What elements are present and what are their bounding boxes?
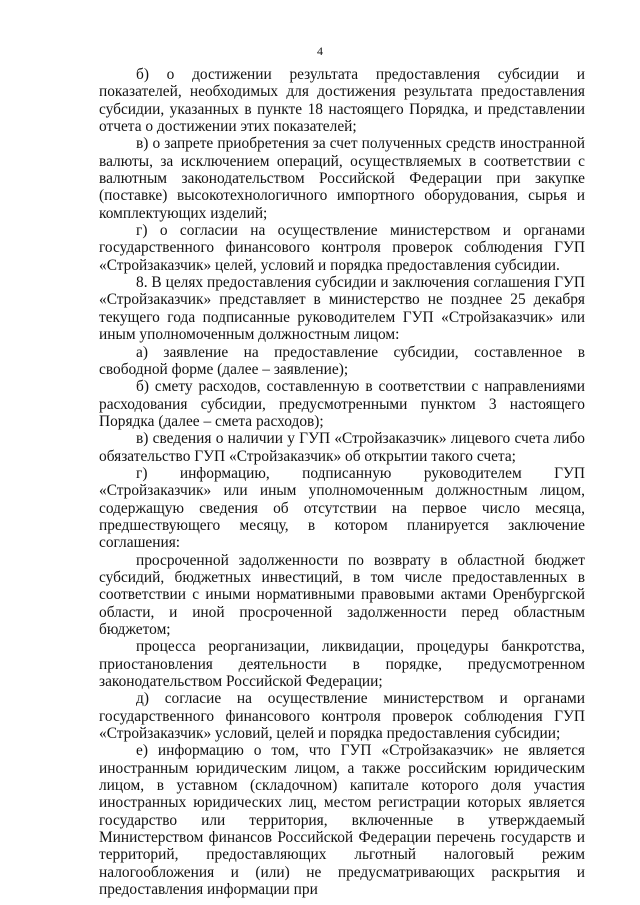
paragraph-8v: в) сведения о наличии у ГУП «Стройзаказчик» лицевого счета либо обязательство ГУП «Стройзаказчик» об открытии такого счета;: [99, 430, 585, 465]
paragraph-8g: г) информацию, подписанную руководителем ГУП «Стройзаказчик» или иным уполномоченным должностным лицом, содержащую сведения об отсутствии на первое число месяца, предшествующего месяцу, в котором планируется заключение соглашения:: [99, 464, 585, 552]
paragraph-8a: а) заявление на предоставление субсидии, составленное в свободной форме (далее – заявление);: [99, 343, 585, 378]
paragraph-8g-reorganization: процесса реорганизации, ликвидации, процедуры банкротства, приостановления деятельности в порядке, предусмотренном законодательством Российской Федерации;: [99, 638, 585, 691]
page-number: 4: [317, 44, 323, 58]
paragraph-8g-debt: просроченной задолженности по возврату в областной бюджет субсидий, бюджетных инвестиций, в том числе предоставленных в соответствии с иными нормативными правовыми актами Оренбургской области, и иной просроченной задолженности перед областным бюджетом;: [99, 551, 585, 638]
paragraph-8b: б) смету расходов, составленную в соответствии с направлениями расходования субсидии, предусмотренными пунктом 3 настоящего Порядка (далее – смета расходов);: [99, 378, 585, 430]
paragraph-8d: д) согласие на осуществление министерством и органами государственного финансового контроля проверок соблюдения ГУП «Стройзаказчик» условий, целей и порядка предоставления субсидии;: [99, 690, 585, 743]
paragraph-7g: г) о согласии на осуществление министерством и органами государственного финансового контроля проверок соблюдения ГУП «Стройзаказчик» целей, условий и порядка предоставления субсидии.: [99, 222, 585, 274]
paragraph-8e: е) информацию о том, что ГУП «Стройзаказчик» не является иностранным юридическим лицом, а также российским юридическим лицом, в уставном (складочном) капитале которого доля участия иностранных юридических лиц, местом регистрации которых является государство или территория, включенные в утверждаемый Министерством финансов Российской Федерации перечень государств и территорий, предоставляющих льготный налоговый режим налогообложения и (или) не предусматривающих раскрытия и предоставления информации при: [99, 742, 585, 899]
paragraph-7v: в) о запрете приобретения за счет полученных средств иностранной валюты, за исключением операций, осуществляемых в соответствии с валютным законодательством Российской Федерации при закупке (поставке) высокотехнологичного импортного оборудования, сырья и комплектующих изделий;: [99, 135, 585, 222]
document-body: [99, 66, 585, 899]
paragraph-8: 8. В целях предоставления субсидии и заключения соглашения ГУП «Стройзаказчик» представляет в министерство не позднее 25 декабря текущего года подписанные руководителем ГУП «Стройзаказчик» или иным уполномоченным должностным лицом:: [99, 274, 585, 344]
paragraph-7b: б) о достижении результата предоставления субсидии и показателей, необходимых для достижения результата предоставления субсидии, указанных в пункте 18 настоящего Порядка, и представлении отчета о достижении этих показателей;: [99, 66, 585, 136]
